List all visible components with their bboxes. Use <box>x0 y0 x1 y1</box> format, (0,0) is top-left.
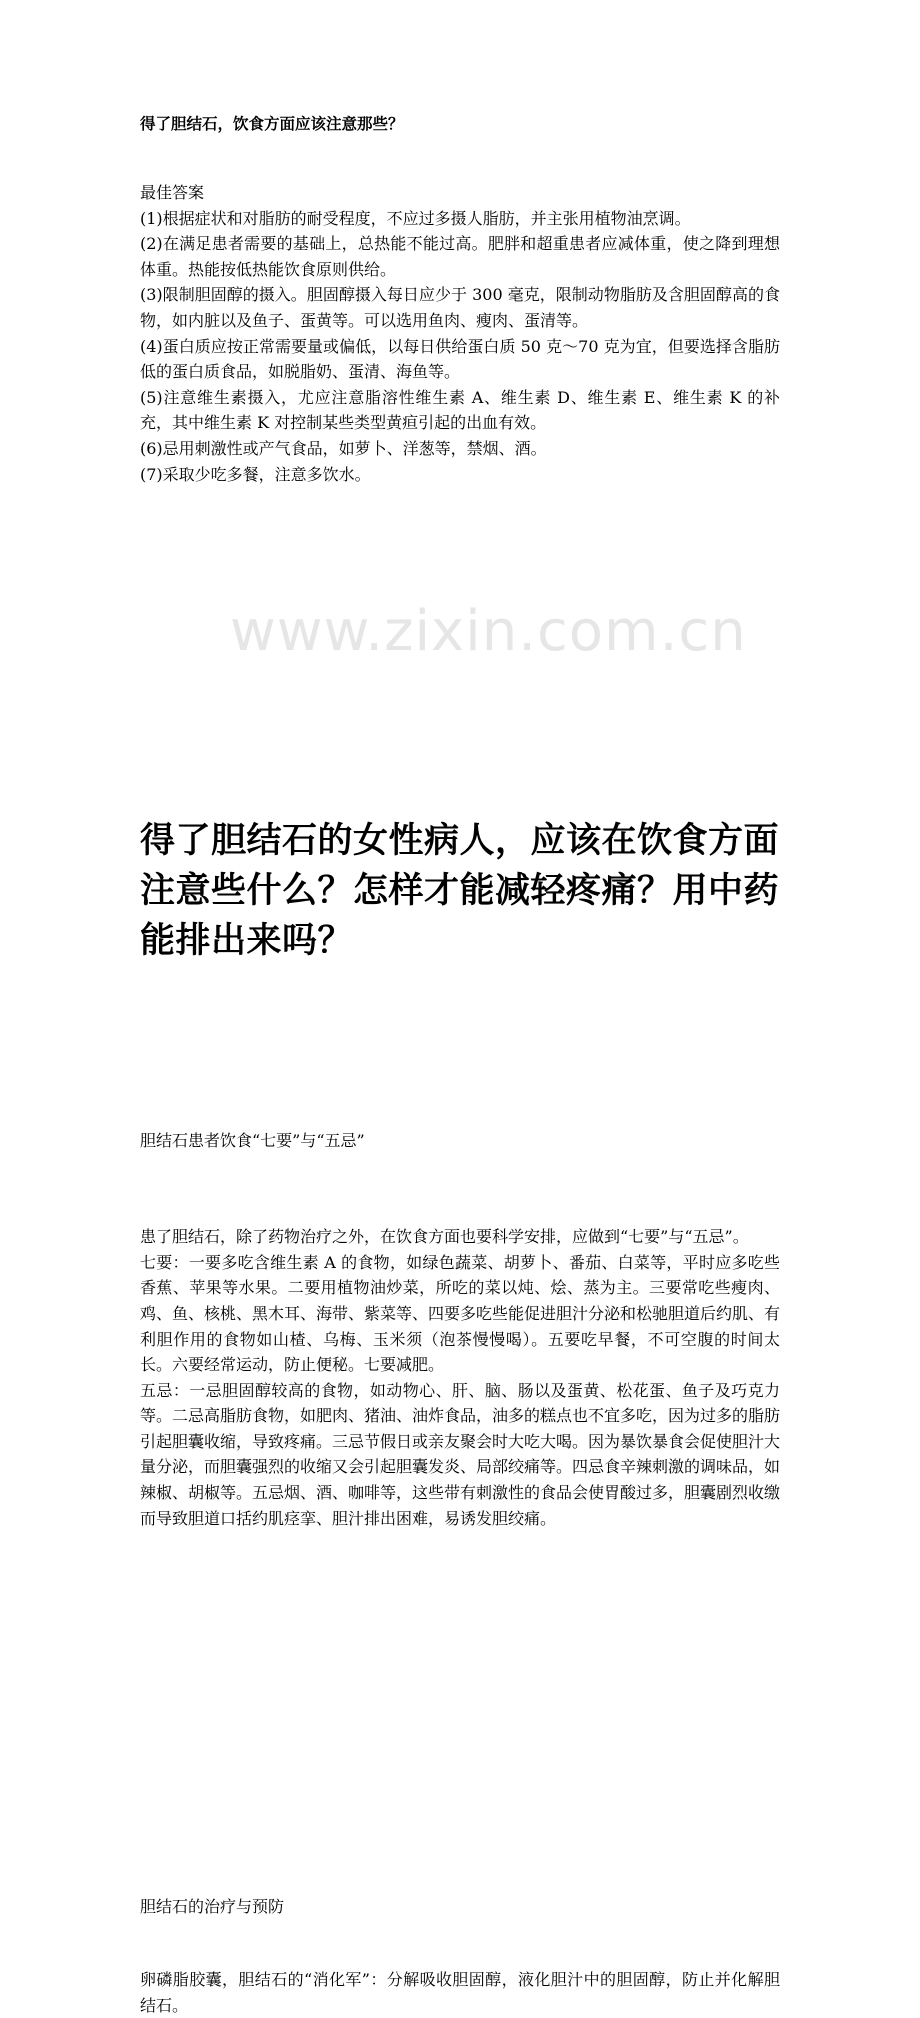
document-page <box>140 0 781 2015</box>
watermark: www.zixin.com.cn <box>230 599 747 664</box>
section2-heading: 胆结石的治疗与预防 <box>140 1897 285 1917</box>
answer-item-5: (5)注意维生素摄入，尤应注意脂溶性维生素 A、维生素 D、维生素 E、维生素 K 的补充，其中维生素 K 对控制某些类型黄疸引起的出血有效。 <box>140 387 780 433</box>
answer-block <box>140 180 780 487</box>
seven-dos-paragraph: 七要：一要多吃含维生素 A 的食物，如绿色蔬菜、胡萝卜、番茄、白菜等，平时应多吃些香蕉、苹果等水果。二要用植物油炒菜，所吃的菜以炖、烩、蒸为主。三要常吃些瘦肉、鸡、鱼、核桃、黑木耳、海带、紫菜等、四要多吃些能促进胆汁分泌和松驰胆道后约肌、有利胆作用的食物如山楂、乌梅、玉米须（泡茶慢慢喝）。五要吃早餐，不可空腹的时间太长。六要经常运动，防止便秘。七要减肥。 <box>140 1252 781 1375</box>
section1-heading: 胆结石患者饮食“七要”与“五忌” <box>140 1131 365 1151</box>
question-title: 得了胆结石，饮食方面应该注意那些？ <box>140 115 404 133</box>
answer-item-6: (6)忌用刺激性或产气食品，如萝卜、洋葱等，禁烟、酒。 <box>140 438 547 458</box>
intro-paragraph: 患了胆结石，除了药物治疗之外，在饮食方面也要科学安排，应做到“七要”与“五忌”。 <box>140 1227 749 1247</box>
answer-label: 最佳答案 <box>140 183 205 202</box>
section2-body <box>140 1967 780 2018</box>
answer-item-7: (7)采取少吃多餐，注意多饮水。 <box>140 464 371 484</box>
answer-item-1: (1)根据症状和对脂肪的耐受程度，不应过多摄人脂肪，并主张用植物油烹调。 <box>140 208 691 228</box>
answer-item-3: (3)限制胆固醇的摄入。胆固醇摄入每日应少于 300 毫克，限制动物脂肪及含胆固醇高的食物，如内脏以及鱼子、蛋黄等。可以选用鱼肉、瘦肉、蛋清等。 <box>140 285 780 330</box>
article-title: 得了胆结石的女性病人，应该在饮食方面注意些什么？怎样才能减轻疼痛？用中药能排出来吗？ <box>140 821 780 962</box>
lecithin-paragraph: 卵磷脂胶囊，胆结石的“消化军”：分解吸收胆固醇，液化胆汁中的胆固醇，防止并化解胆结石。 <box>140 1970 780 2015</box>
answer-item-2: (2)在满足患者需要的基础上，总热能不能过高。肥胖和超重患者应减体重，使之降到理想体重。热能按低热能饮食原则供给。 <box>140 234 780 279</box>
answer-item-4: (4)蛋白质应按正常需要量或偏低，以每日供给蛋白质 50 克～70 克为宜，但要选择含脂肪低的蛋白质食品，如脱脂奶、蛋清、海鱼等。 <box>140 336 780 382</box>
section1-body <box>140 1224 780 1531</box>
five-donts-paragraph: 五忌：一忌胆固醇较高的食物，如动物心、肝、脑、肠以及蛋黄、松花蛋、鱼子及巧克力等。二忌高脂肪食物，如肥肉、猪油、油炸食品，油多的糕点也不宜多吃，因为过多的脂肪引起胆囊收缩，导致疼痛。三忌节假日或亲友聚会时大吃大喝。因为暴饮暴食会促使胆汁大量分泌，而胆囊强烈的收缩又会引起胆囊发炎、局部绞痛等。四忌食辛辣刺激的调味品，如辣椒、胡椒等。五忌烟、酒、咖啡等，这些带有刺激性的食品会使胃酸过多，胆囊剧烈收缴而导致胆道口括约肌痉挛、胆汁排出困难，易诱发胆绞痛。 <box>140 1380 781 1528</box>
